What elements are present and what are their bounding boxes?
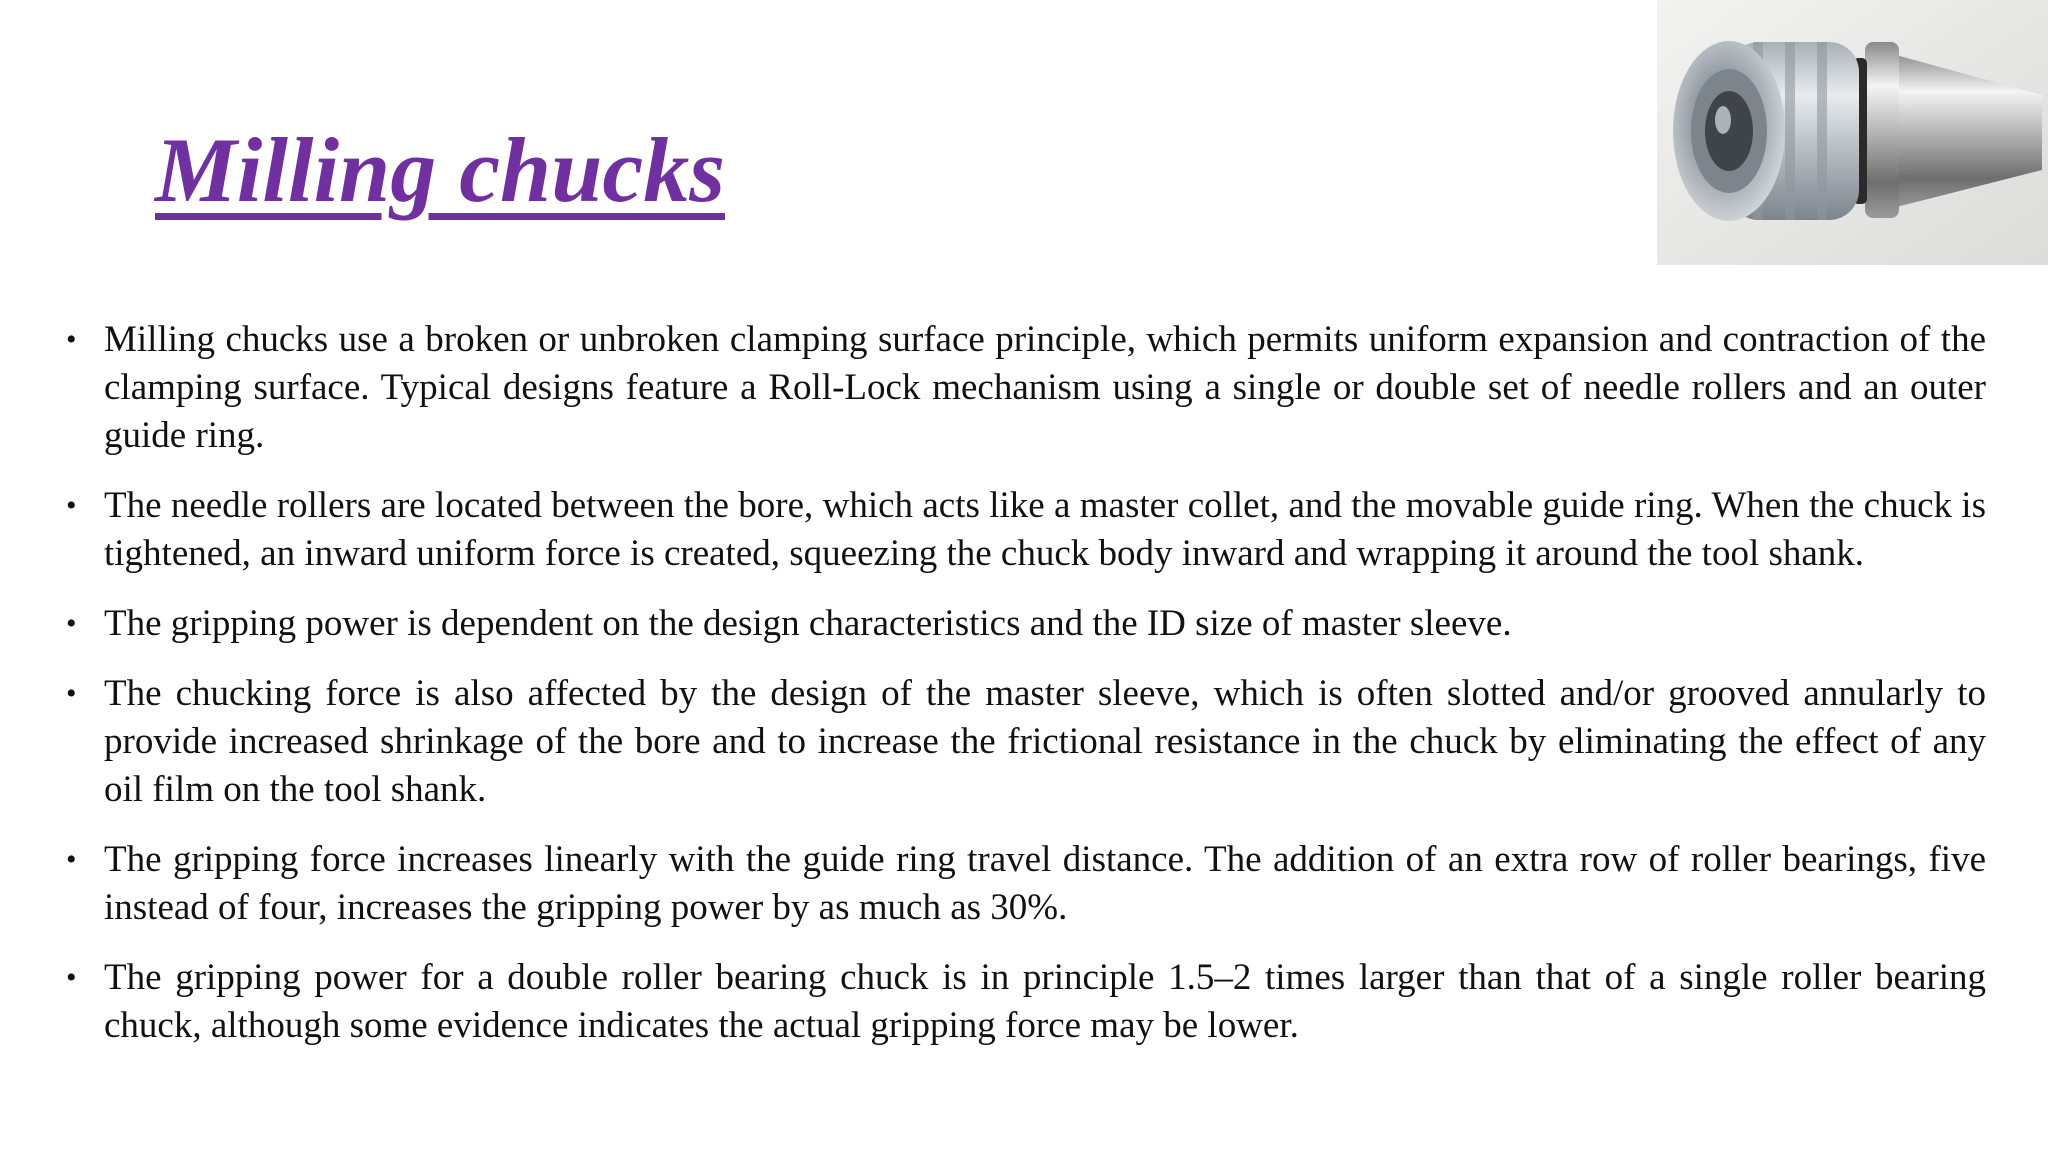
bullet-text: The gripping force increases linearly with the guide ring travel distance. The addition of an extra row of roller bearings, five instead of four, increases the gripping power by as much as 30%.: [104, 839, 1986, 928]
bullet-list: [62, 316, 1986, 1050]
bullet-marker: •: [66, 677, 77, 710]
bullet-text: The gripping power is dependent on the design characteristics and the ID size of master sleeve.: [104, 603, 1512, 644]
bullet-marker: •: [66, 961, 77, 994]
bullet-item: [62, 954, 1986, 1050]
bullet-marker: •: [66, 843, 77, 876]
bullet-item: [62, 316, 1986, 460]
bullet-item: [62, 600, 1986, 648]
bullet-marker: •: [66, 323, 77, 356]
bullet-text: Milling chucks use a broken or unbroken clamping surface principle, which permits uniform expansion and contraction of the clamping surface. Typical designs feature a Roll-Lock mechanism using a single or double set of needle rollers and an outer guide ring.: [104, 319, 1986, 456]
bullet-text: The gripping power for a double roller bearing chuck is in principle 1.5–2 times larger than that of a single roller bearing chuck, although some evidence indicates the actual gripping force may be lower.: [104, 957, 1986, 1046]
bullet-item: [62, 836, 1986, 932]
bullet-text: The needle rollers are located between the bore, which acts like a master collet, and the movable guide ring. When the chuck is tightened, an inward uniform force is created, squeezing the chuck body inward and wrapping it around the tool shank.: [104, 485, 1986, 574]
bullet-text: The chucking force is also affected by the design of the master sleeve, which is often slotted and/or grooved annularly to provide increased shrinkage of the bore and to increase the frictional resistance in the chuck by eliminating the effect of any oil film on the tool shank.: [104, 673, 1986, 810]
bullet-item: [62, 670, 1986, 814]
bullet-marker: •: [66, 489, 77, 522]
milling-chuck-image: [1657, 0, 2048, 265]
bullet-item: [62, 482, 1986, 578]
slide-title: Milling chucks: [155, 119, 726, 221]
bullet-marker: •: [66, 607, 77, 640]
